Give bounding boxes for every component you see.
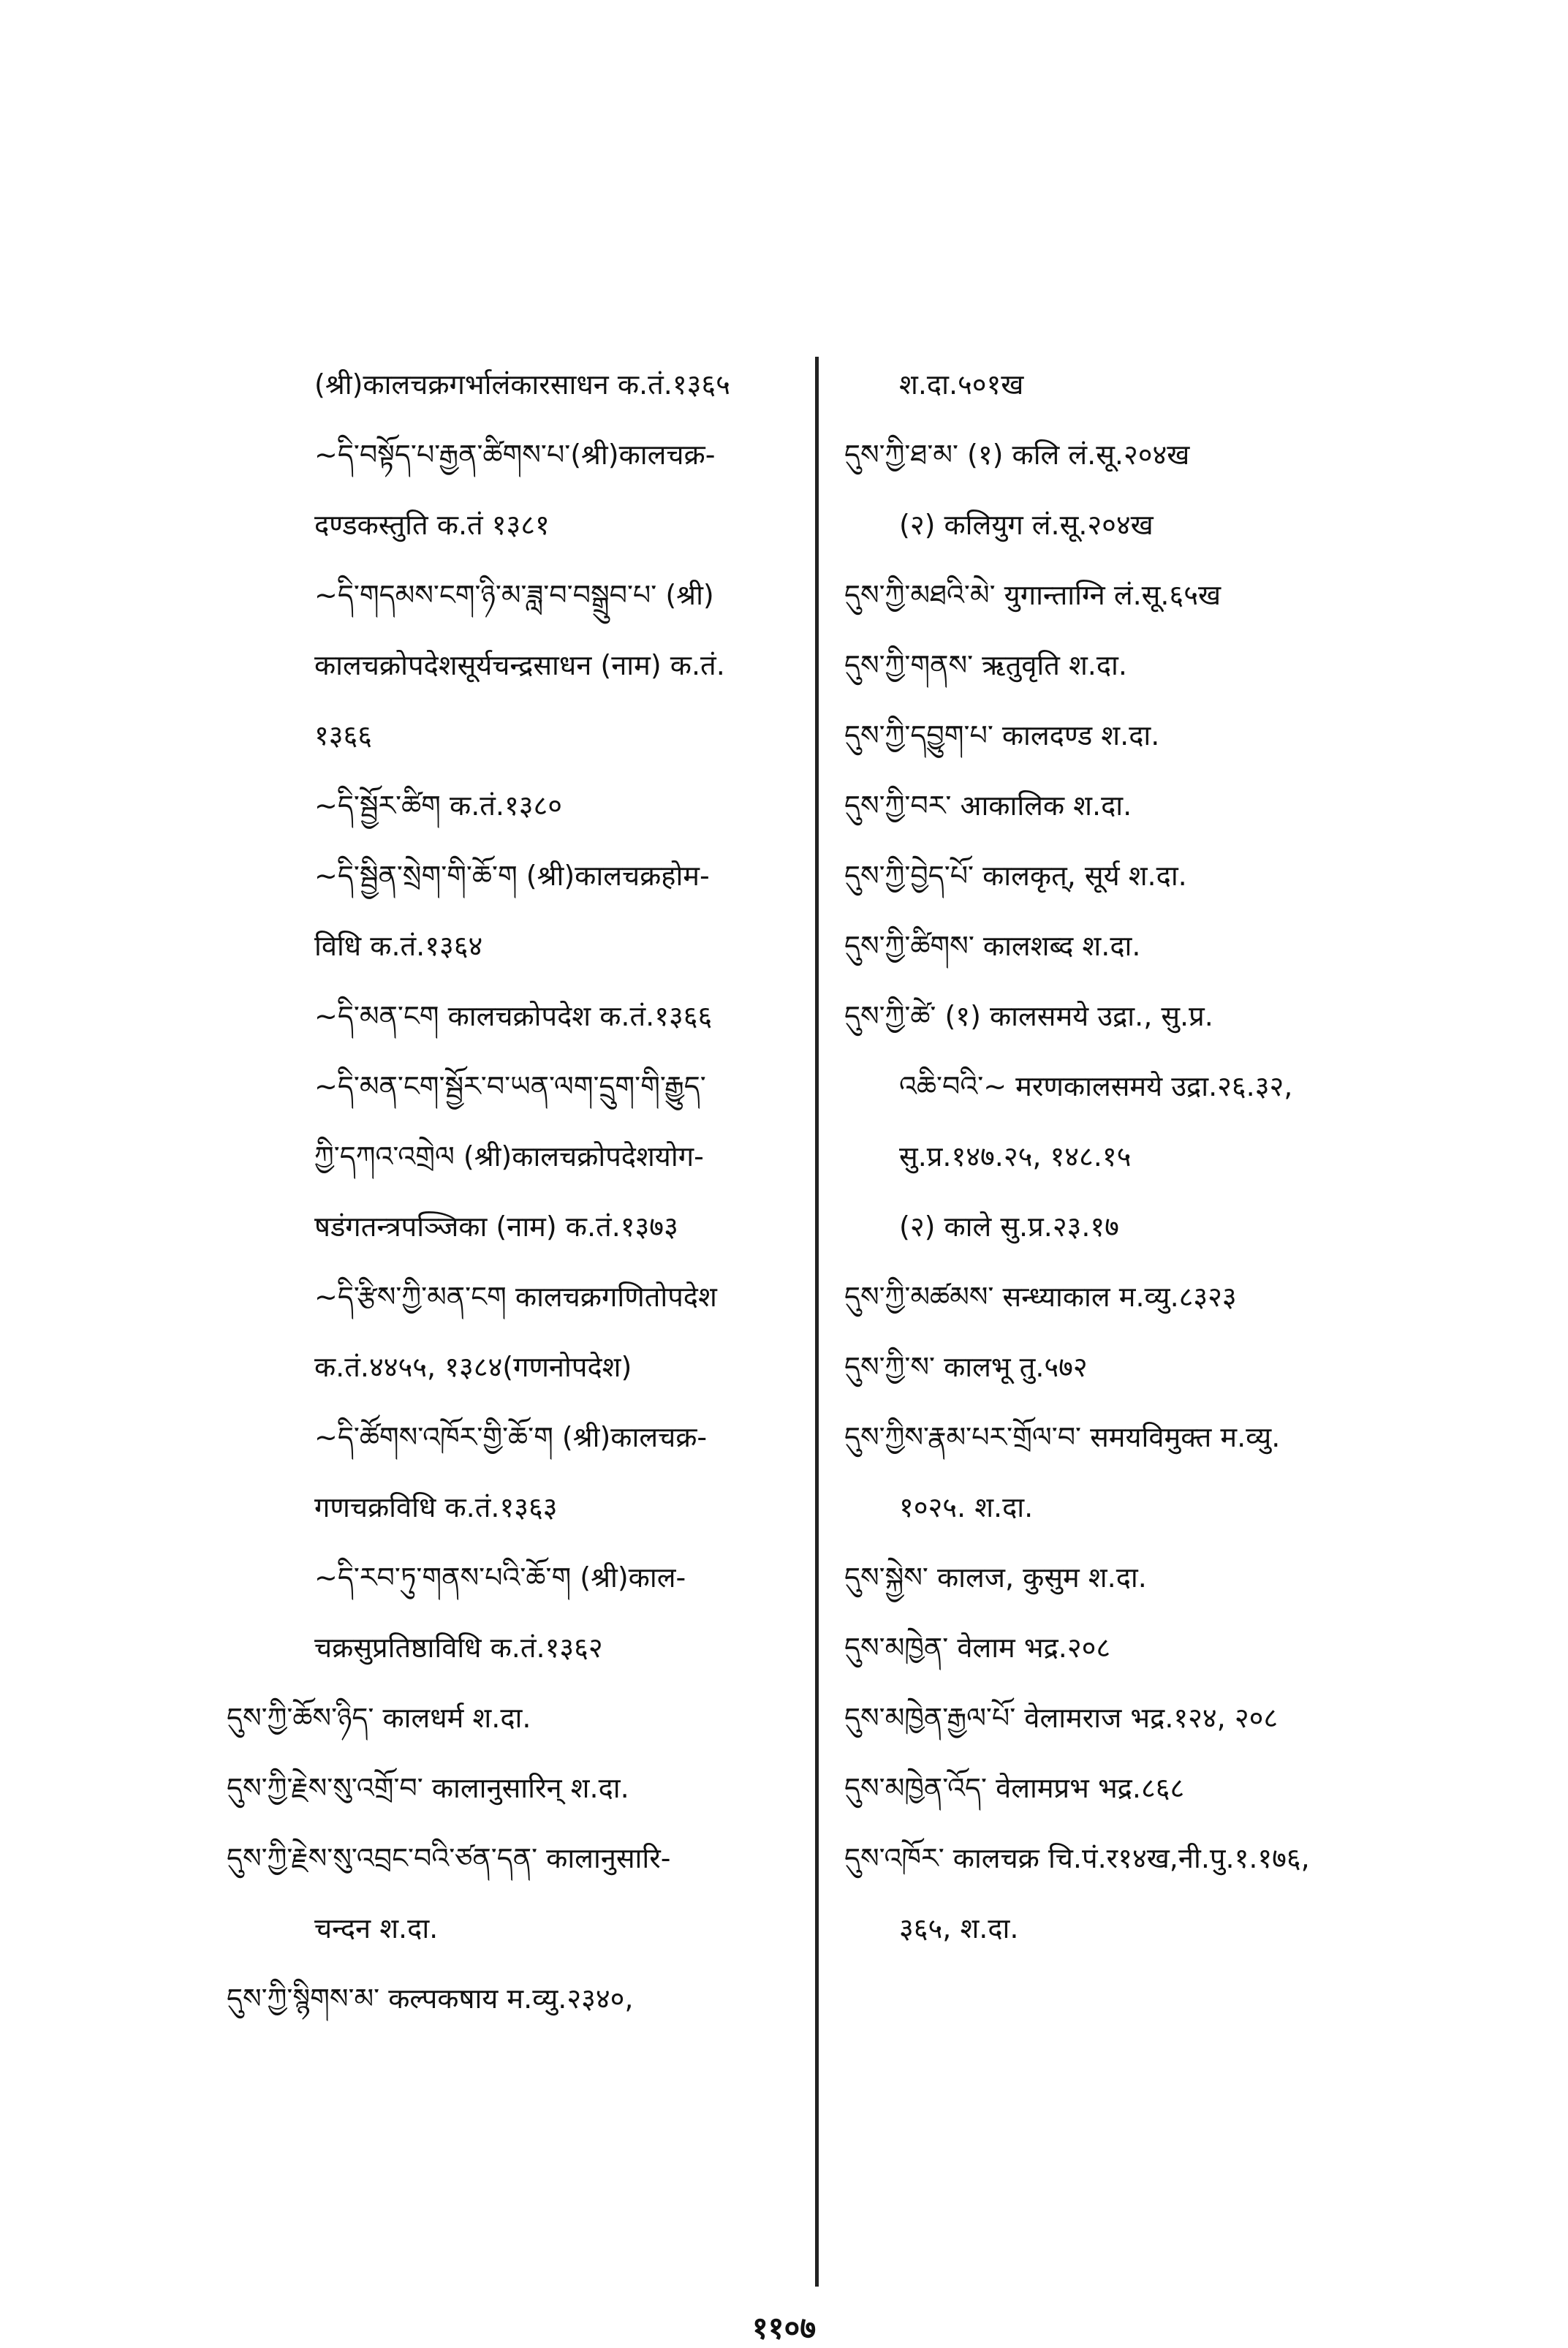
left-entry-line: १३६६ [314,719,373,751]
right-entry-line: དུས་སྐྱེས་ कालज, कुसुम श.दा. [844,1561,1147,1594]
right-entry-line: དུས་ཀྱི་ཐ་མ་ (१) कलि लं.सू.२०४ख [844,439,1190,471]
right-entry-line: དུས་ཀྱི་དབྱུག་པ་ कालदण्ड श.दा. [844,719,1160,751]
right-entry-line: དུས་འཁོར་ कालचक्र चि.पं.र१४ख,नी.पु.१.१७६, [844,1842,1310,1874]
left-column [227,349,804,2034]
right-entry-line: དུས་ཀྱི་གནས་ ऋतुवृति श.दा. [844,649,1127,681]
right-entry-line: དུས་ཀྱིས་རྣམ་པར་གྲོལ་བ་ समयविमुक्त म.व्यु. [844,1421,1281,1453]
left-entry-line: ~དི་མན་ངག कालचक्रोपदेश क.तं.१३६६ [314,1000,713,1032]
left-entry-line: कालचक्रोपदेशसूर्यचन्द्रसाधन (नाम) क.तं. [314,649,725,681]
right-entry-line: १०२५. श.दा. [899,1491,1034,1523]
left-entry-line: ~དི་གདམས་ངག་ཉི་མ་ཟླ་བ་བསྒྲུབ་པ་ (श्री) [314,579,714,611]
left-entry-line: ཀྱི་དཀའ་འགྲེལ (श्री)कालचक्रोपदेशयोग- [314,1140,704,1173]
left-entry-line: क.तं.४४५५, १३८४(गणनोपदेश) [314,1351,632,1383]
left-entry-line: དུས་ཀྱི་རྗེས་སུ་འབྲང་བའི་ཙན་དན་ कालानुसारि- [227,1842,671,1874]
right-entry-line: (२) कलियुग लं.सू.२०४ख [899,509,1154,541]
right-entry-line: དུས་མཁྱེན་ वेलाम भद्र.२०८ [844,1632,1111,1664]
left-entry-line: ~དི་སྦྱིན་སྲེག་གི་ཆོ་ག (श्री)कालचक्रहोम- [314,860,710,892]
right-entry-line: དུས་མཁྱེན་རྒྱལ་པོ་ वेलामराज भद्र.१२४, २०८ [844,1702,1279,1734]
left-entry-line: ~དི་མན་ངག་སྦྱོར་བ་ཡན་ལག་དྲུག་གི་རྒྱུད་ [314,1070,706,1102]
left-entry-line: ~དི་བསྟོད་པ་རྒྱན་ཚིགས་པ་(श्री)कालचक्र- [314,439,716,471]
right-column [844,349,1371,1963]
right-entry-line: དུས་ཀྱི་བར་ आकालिक श.दा. [844,789,1132,822]
left-entry-line: दण्डकस्तुति क.तं १३८१ [314,509,550,541]
right-entry-line: དུས་ཀྱི་མཐའི་མེ་ युगान्ताग्नि लं.सू.६५ख [844,579,1222,611]
right-entry-line: དུས་ཀྱི་ཚིགས་ कालशब्द श.दा. [844,930,1141,962]
left-entry-line: དུས་ཀྱི་རྗེས་སུ་འགྲོ་བ་ कालानुसारिन् श.दा. [227,1772,629,1804]
left-entry-line: षडंगतन्त्रपञ्जिका (नाम) क.तं.१३७३ [314,1211,678,1243]
page-number: ११०७ [751,2310,817,2346]
right-entry-line: श.दा.५०१ख [899,368,1024,401]
left-entry-line: ~དི་ཚོགས་འཁོར་གྱི་ཆོ་ག (श्री)कालचक्र- [314,1421,708,1453]
column-divider [815,357,819,2287]
left-entry-line: चक्रसुप्रतिष्ठाविधि क.तं.१३६२ [314,1632,603,1664]
left-entry-line: ~དི་རྩིས་ཀྱི་མན་ངག कालचक्रगणितोपदेश [314,1281,717,1313]
left-entry-line: विधि क.तं.१३६४ [314,930,483,962]
left-entry-line: དུས་ཀྱི་སྙིགས་མ་ कल्पकषाय म.व्यु.२३४०, [227,1982,634,2015]
right-entry-line: ३६५, श.दा. [899,1912,1019,1944]
right-entry-line: དུས་ཀྱི་ས་ कालभू तु.५७२ [844,1351,1088,1383]
right-entry-line: དུས་ཀྱི་ཚེ་ (१) कालसमये उद्रा., सु.प्र. [844,1000,1213,1032]
left-entry-line: དུས་ཀྱི་ཆོས་ཉིད་ कालधर्म श.दा. [227,1702,531,1734]
left-entry-line: ~དི་སྦྱོར་ཚིག क.तं.१३८० [314,789,563,822]
right-entry-line: དུས་མཁྱེན་འོད་ वेलामप्रभ भद्र.८६८ [844,1772,1185,1804]
left-entry-line: चन्दन श.दा. [314,1912,439,1944]
right-entry-line: དུས་ཀྱི་མཚམས་ सन्ध्याकाल म.व्यु.८३२३ [844,1281,1237,1313]
left-entry-line: (श्री)कालचक्रगर्भालंकारसाधन क.तं.१३६५ [314,368,730,401]
left-entry-line: ~དི་རབ་ཏུ་གནས་པའི་ཆོ་ག (श्री)काल- [314,1561,686,1594]
right-entry-line: सु.प्र.१४७.२५, १४८.१५ [899,1140,1132,1173]
right-entry-line: འཆི་བའི་~ मरणकालसमये उद्रा.२६.३२, [899,1070,1293,1102]
left-entry-line: गणचक्रविधि क.तं.१३६३ [314,1491,558,1523]
right-entry-line: (२) काले सु.प्र.२३.१७ [899,1211,1119,1243]
right-entry-line: དུས་ཀྱི་བྱེད་པོ་ कालकृत्, सूर्य श.दा. [844,860,1187,892]
